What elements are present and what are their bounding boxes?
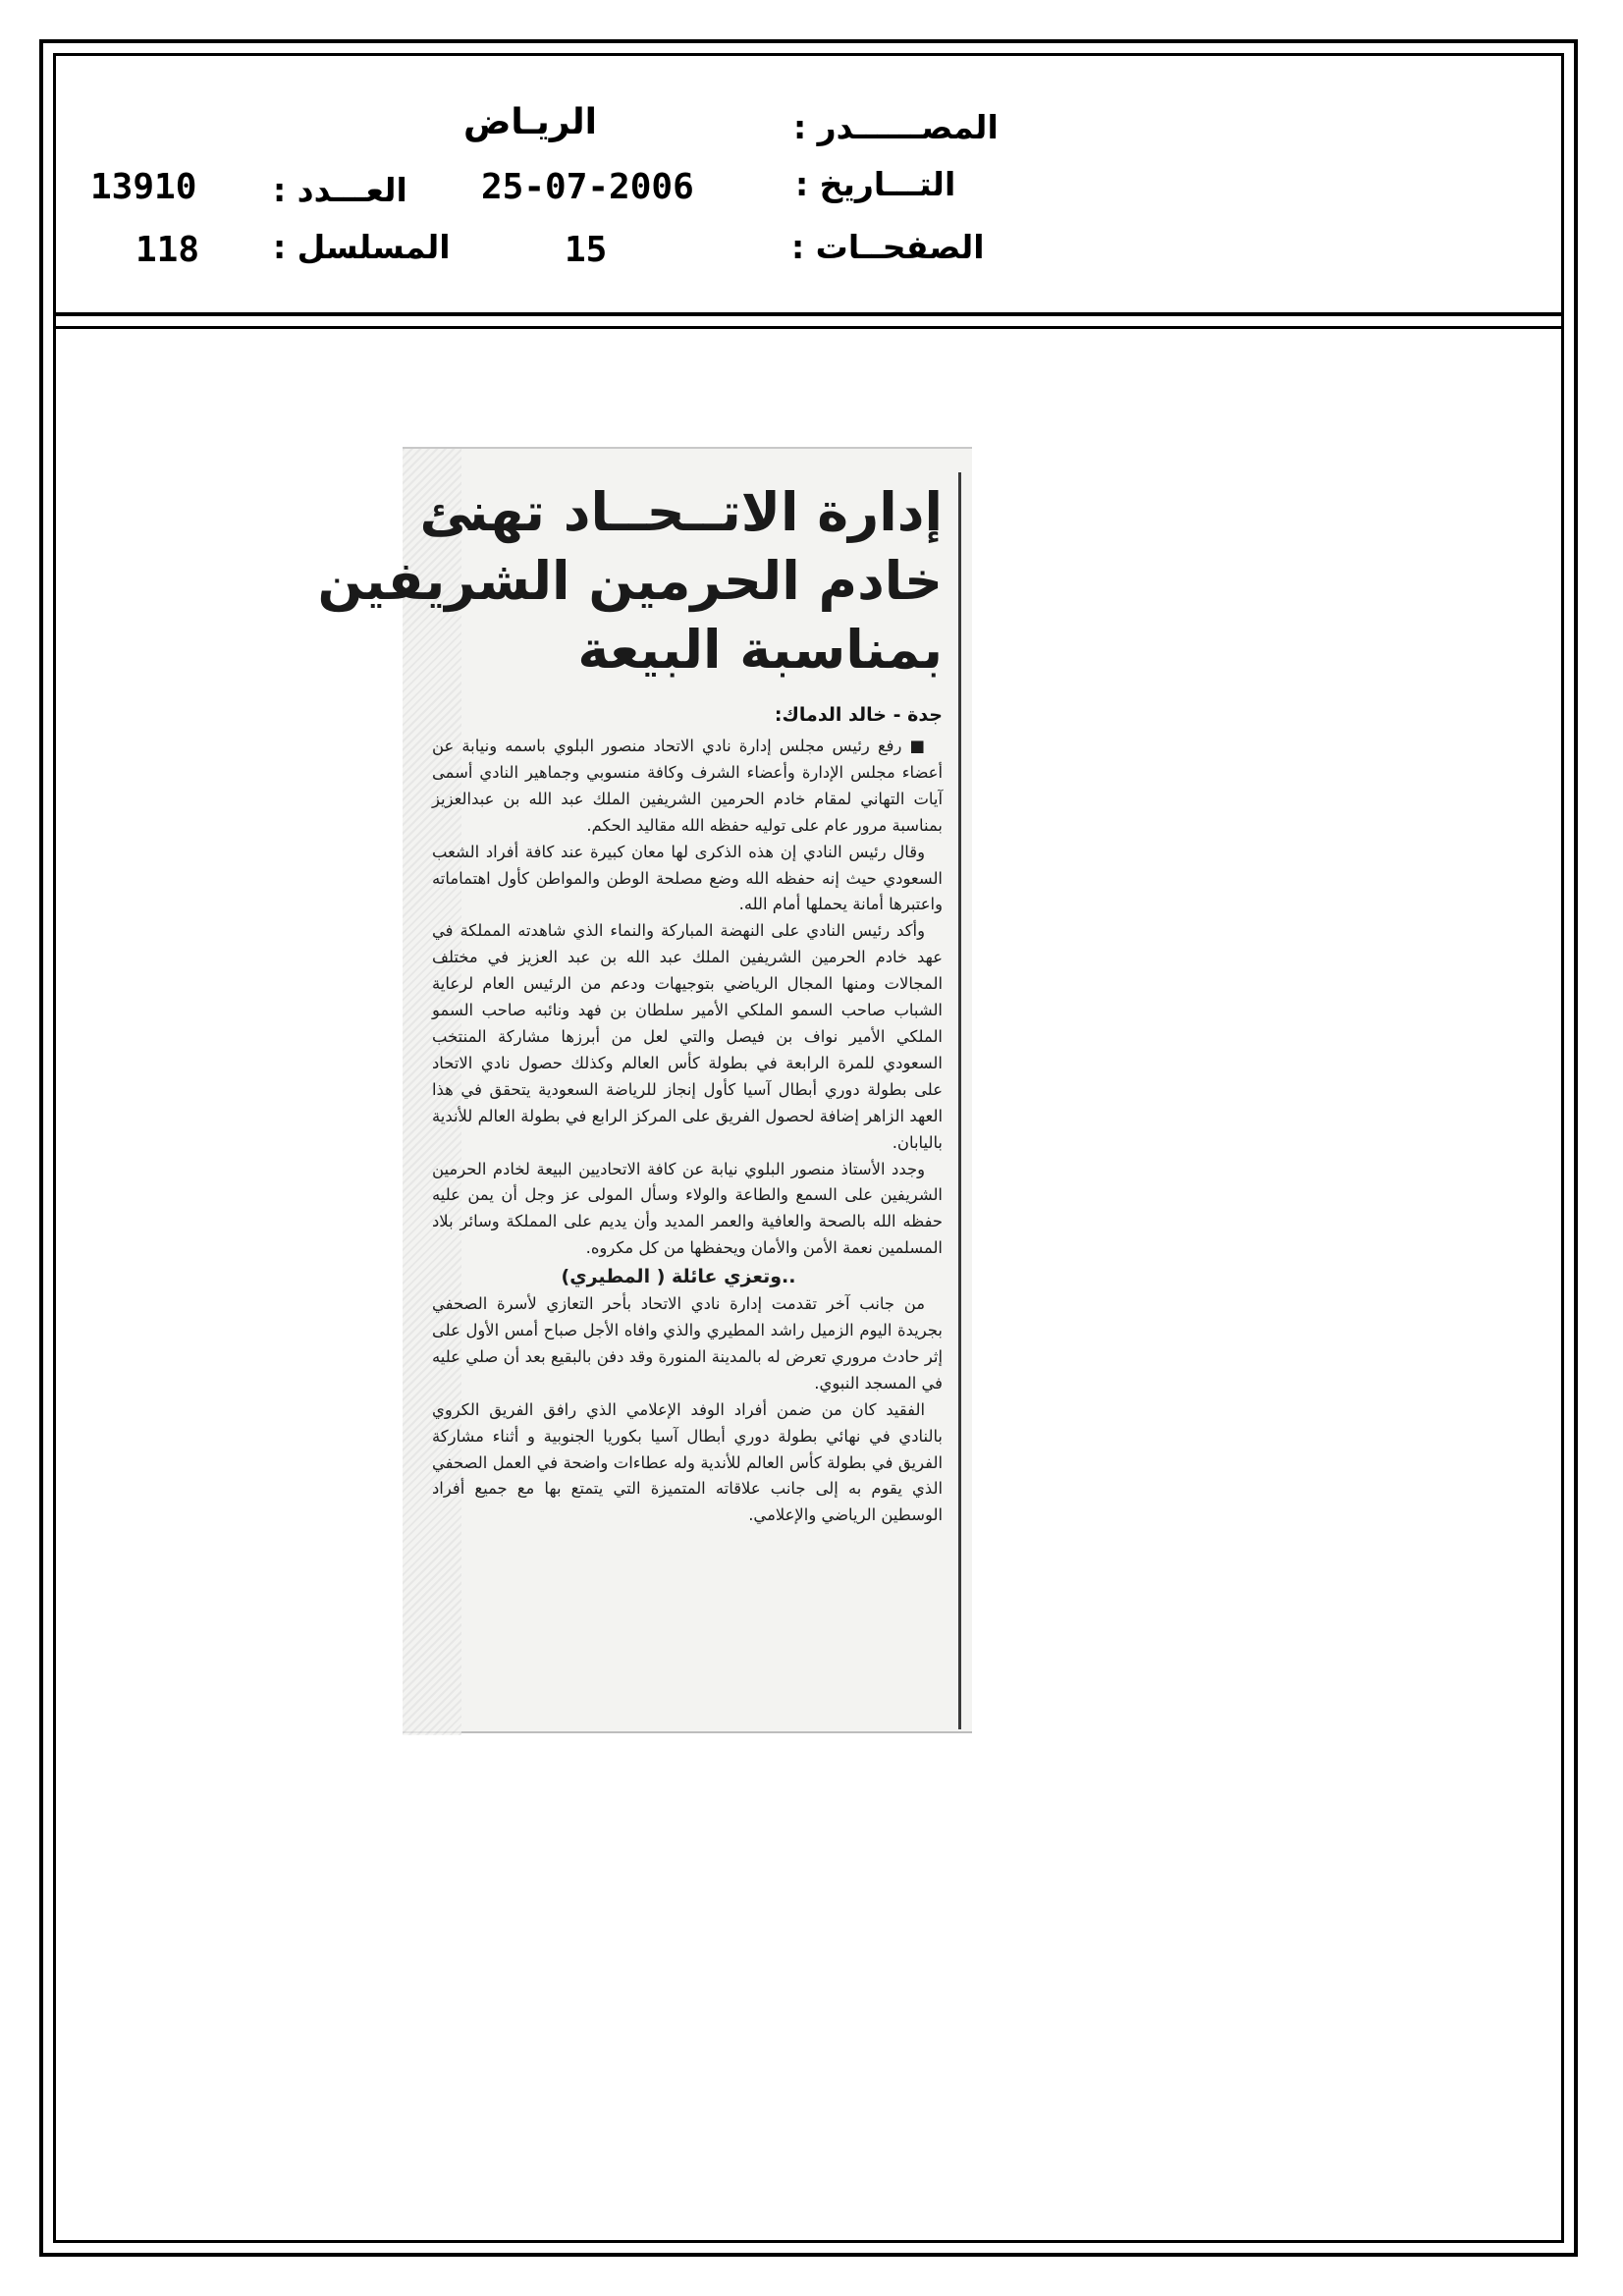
source-label: المصــــــدر : bbox=[793, 108, 999, 146]
article-byline: جدة - خالد الدماك: bbox=[774, 704, 943, 726]
pages-label: الصفحــات : bbox=[791, 228, 985, 266]
source-value: الريـاض bbox=[463, 102, 598, 142]
headline-line-1: إدارة الاتــحــاد تهنئ bbox=[419, 481, 943, 543]
article-paragraph: من جانب آخر تقدمت إدارة نادي الاتحاد بأحر التعازي لأسرة الصحفي بجريدة اليوم الزميل راشد المطيري والذي وافاه الأجل صباح أمس الأول على إثر حادث مروري تعرض له بالمدينة المنورة وقد دفن بالبقيع بعد أن صلي عليه في المسجد النبوي. bbox=[432, 1294, 943, 1393]
article-paragraph: وقال رئيس النادي إن هذه الذكرى لها معان كبيرة عند كافة أفراد الشعب السعودي حيث إنه حفظه الله وضع مصلحة الوطن والمواطن كأول اهتماماته واعتبرها أمانة يحملها أمام الله. bbox=[432, 842, 943, 914]
article-paragraph: وجدد الأستاذ منصور البلوي نيابة عن كافة الاتحاديين البيعة لخادم الحرمين الشريفين على السمع والطاعة والولاء وسأل المولى عز وجل أن يمن عليه حفظه الله بالصحة والعافية والعمر المديد وأن يديم على المملكة وسائر بلاد المسلمين نعمة الأمن والأمان ويحفظها من كل مكروه. bbox=[432, 1159, 943, 1258]
article-headline bbox=[317, 478, 943, 684]
date-label: التـــاريخ : bbox=[795, 165, 956, 203]
article-paragraph: وأكد رئيس النادي على النهضة المباركة والنماء الذي شاهدته المملكة في عهد خادم الحرمين الشريفين الملك عبد الله بن عبد العزيز في مختلف المجالات ومنها المجال الرياضي بتوجيهات ودعم من الرئيس العام لرعاية الشباب صاحب السمو الملكي الأمير سلطان بن فهد ونائبه صاحب السمو الملكي الأمير نواف بن فيصل والتي لعل من أبرزها مشاركة المنتخب السعودي للمرة الرابعة في بطولة كأس العالم وكذلك حصول نادي الاتحاد على بطولة دوري أبطال آسيا كأول إنجاز للرياضة السعودية يتحقق في هذا العهد الزاهر إضافة لحصول الفريق على المركز الرابع في بطولة العالم للأندية باليابان. bbox=[432, 921, 943, 1152]
article-paragraph: الفقيد كان من ضمن أفراد الوفد الإعلامي الذي رافق الفريق الكروي بالنادي في نهائي بطولة دوري أبطال آسيا بكوريا الجنوبية و أثناء مشاركة الفريق في بطولة كأس العالم للأندية وله عطاءات واضحة في العمل الصحفي الذي يقوم به إلى جانب علاقاته المتميزة التي يتمتع بها مع جميع أفراد الوسطين الرياضي والإعلامي. bbox=[432, 1399, 943, 1525]
date-value: 25-07-2006 bbox=[481, 167, 694, 207]
headline-line-2: خادم الحرمين الشريفين bbox=[317, 550, 943, 612]
issue-label: العـــدد : bbox=[273, 171, 407, 209]
article-body bbox=[432, 734, 943, 1529]
pages-value: 15 bbox=[565, 230, 608, 270]
article-paragraph: ■ رفع رئيس مجلس إدارة نادي الاتحاد منصور البلوي باسمه ونيابة عن أعضاء مجلس الإدارة وأعضاء الشرف وكافة منسوبي وجماهير النادي أسمى آيات التهاني لمقام خادم الحرمين الشريفين الملك عبد الله بن عبدالعزيز بمناسبة مرور عام على توليه حفظه الله مقاليد الحكم. bbox=[432, 737, 943, 835]
header-divider-inner bbox=[53, 326, 1564, 329]
headline-line-3: بمناسبة البيعة bbox=[577, 619, 943, 681]
issue-value: 13910 bbox=[90, 167, 197, 207]
serial-label: المسلسل : bbox=[273, 228, 451, 266]
newspaper-clipping bbox=[317, 447, 972, 1733]
column-rule bbox=[958, 472, 961, 1729]
serial-value: 118 bbox=[135, 230, 200, 270]
article-subheading: ..وتعزي عائلة ( المطيري) bbox=[561, 1266, 796, 1288]
header-divider bbox=[53, 312, 1564, 316]
